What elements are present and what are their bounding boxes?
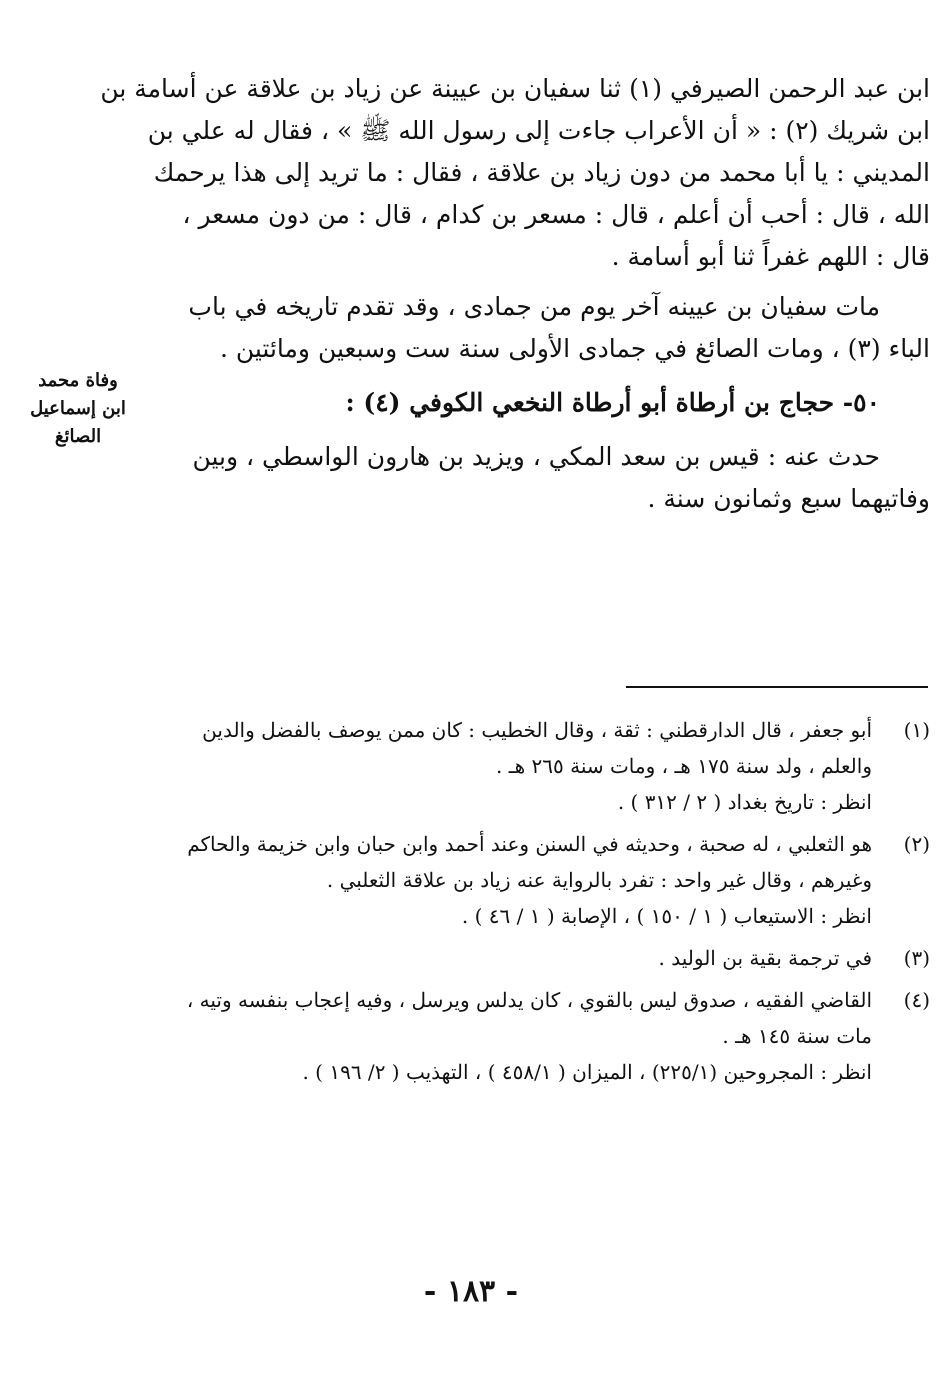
footnote-line: انظر : المجروحين (٢٢٥/١) ، الميزان ( ٤٥٨/١ ) ، التهذيب ( ٢/ ١٩٦ ) . bbox=[302, 1060, 872, 1084]
footnote bbox=[155, 712, 930, 820]
margin-note-line: الصائغ bbox=[54, 426, 102, 447]
footnote-line: القاضي الفقيه ، صدوق ليس بالقوي ، كان يدلس ويرسل ، وفيه إعجاب بنفسه وتيه ، bbox=[186, 988, 872, 1012]
footnotes bbox=[155, 712, 930, 1096]
footnote-line: هو الثعلبي ، له صحبة ، وحديثه في السنن وعند أحمد وابن حبان وابن خزيمة والحاكم bbox=[187, 832, 872, 856]
footnote-line: انظر : الاستيعاب ( ١ / ١٥٠ ) ، الإصابة ( ١ / ٤٦ ) . bbox=[461, 904, 872, 928]
text-line: مات سفيان بن عيينه آخر يوم من جمادى ، وقد تقدم تاريخه في باب bbox=[188, 292, 880, 321]
footnote bbox=[155, 982, 930, 1090]
text-line: حدث عنه : قيس بن سعد المكي ، ويزيد بن هارون الواسطي ، وبين bbox=[192, 442, 880, 471]
text-line: الباء (٣) ، ومات الصائغ في جمادى الأولى سنة ست وسبعين ومائتين . bbox=[219, 334, 930, 363]
text-line: ابن شريك (٢) : « أن الأعراب جاءت إلى رسول الله ﷺ » ، فقال له علي بن bbox=[147, 116, 930, 145]
footnote bbox=[155, 826, 930, 934]
text-line: ابن عبد الرحمن الصيرفي (١) ثنا سفيان بن عيينة عن زياد بن علاقة عن أسامة بن bbox=[100, 74, 930, 103]
text-line: قال : اللهم غفراً ثنا أبو أسامة . bbox=[611, 242, 930, 271]
main-text bbox=[100, 68, 930, 520]
text-line: وفاتيهما سبع وثمانون سنة . bbox=[647, 484, 930, 513]
footnote-line: والعلم ، ولد سنة ١٧٥ هـ ، ومات سنة ٢٦٥ هـ . bbox=[496, 754, 872, 778]
margin-note bbox=[18, 367, 138, 451]
page-number: - ١٨٣ - bbox=[423, 1274, 519, 1309]
footnote-number: (٣) bbox=[903, 946, 930, 970]
footnote-line: في ترجمة بقية بن الوليد . bbox=[658, 946, 872, 970]
footnote-number: (١) bbox=[903, 718, 930, 742]
footnote-number: (٢) bbox=[903, 832, 930, 856]
footnote-line: وغيرهم ، وقال غير واحد : تفرد بالرواية عنه زياد بن علاقة الثعلبي . bbox=[326, 868, 872, 892]
margin-note-line: ابن إسماعيل bbox=[30, 398, 126, 419]
footnote-line: مات سنة ١٤٥ هـ . bbox=[722, 1024, 872, 1048]
footnote-line: انظر : تاريخ بغداد ( ٢ / ٣١٢ ) . bbox=[617, 790, 872, 814]
footnote bbox=[155, 940, 930, 976]
footnote-divider bbox=[626, 686, 928, 688]
entry-heading: ٥٠- حجاج بن أرطاة أبو أرطاة النخعي الكوفي (٤) : bbox=[345, 388, 880, 417]
text-line: الله ، قال : أحب أن أعلم ، قال : مسعر بن كدام ، قال : من دون مسعر ، bbox=[182, 200, 930, 229]
margin-note-line: وفاة محمد bbox=[38, 370, 118, 391]
footnote-number: (٤) bbox=[903, 988, 930, 1012]
footnote-line: أبو جعفر ، قال الدارقطني : ثقة ، وقال الخطيب : كان ممن يوصف بالفضل والدين bbox=[202, 718, 872, 742]
text-line: المديني : يا أبا محمد من دون زياد بن علاقة ، فقال : ما تريد إلى هذا يرحمك bbox=[153, 158, 930, 187]
